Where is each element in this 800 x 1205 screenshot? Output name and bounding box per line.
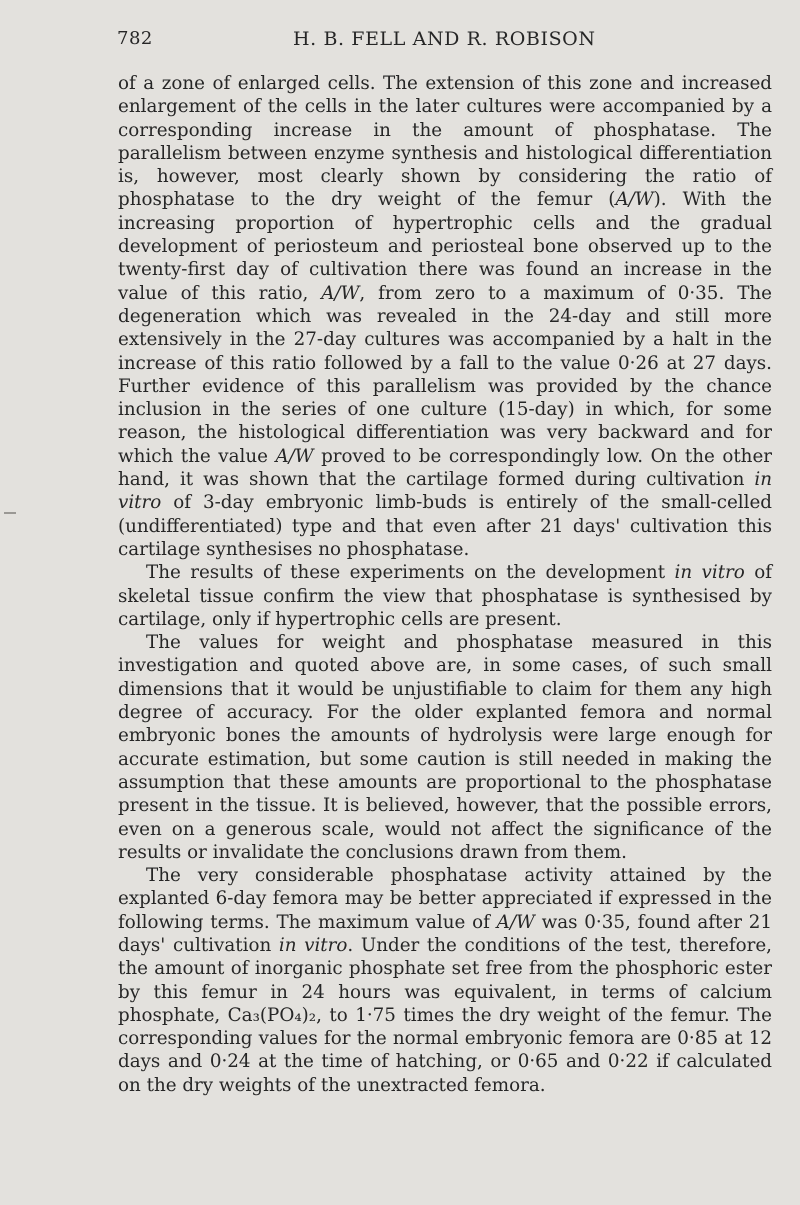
paragraph-1: of a zone of enlarged cells. The extension of this zone and increased enlargement of the cells in the later cultures were accompanied by a corresponding increase in the amount of phosphatase. The parallelism between enzyme synthesis and histological differentiation is, however, most clearly shown by considering the ratio of phosphatase to the dry weight of the femur (A/W). With the increasing proportion of hypertrophic cells and the gradual development of periosteum and periosteal bone observed up to the twenty-first day of cultivation there was found an increase in the value of this ratio, A/W, from zero to a maximum of 0·35. The degeneration which was revealed in the 24-day and still more extensively in the 27-day cultures was accompanied by a halt in the increase of this ratio followed by a fall to the value 0·26 at 27 days. Further evidence of this parallelism was provided by the chance inclusion in the series of one culture (15-day) in which, for some reason, the histological differentiation was very backward and for which the value A/W proved to be correspondingly low. On the other hand, it was shown that the cartilage formed during cultivation in vitro of 3-day embryonic limb-buds is entirely of the small-celled (undifferentiated) type and that even after 21 days' cultivation this cartilage synthesises no phosphatase. <box>118 73 772 560</box>
margin-speck <box>4 512 16 514</box>
article-body <box>118 72 772 1097</box>
page-number: 782 <box>117 28 153 49</box>
paragraph-4: The very considerable phosphatase activity attained by the explanted 6-day femora may be better appreciated if expressed in the following terms. The maximum value of A/W was 0·35, found after 21 days' cultivation in vitro. Under the conditions of the test, therefore, the amount of inorganic phosphate set free from the phosphoric ester by this femur in 24 hours was equivalent, in terms of calcium phosphate, Ca₃(PO₄)₂, to 1·75 times the dry weight of the femur. The corresponding values for the normal embryonic femora are 0·85 at 12 days and 0·24 at the time of hatching, or 0·65 and 0·22 if calculated on the dry weights of the unextracted femora. <box>118 865 772 1096</box>
paragraph-3: The values for weight and phosphatase measured in this investigation and quoted above are, in some cases, of such small dimensions that it would be unjustifiable to claim for them any high degree of accuracy. For the older explanted femora and normal embryonic bones the amounts of hydrolysis were large enough for accurate estimation, but some caution is still needed in making the assumption that these amounts are proportional to the phosphatase present in the tissue. It is believed, however, that the possible errors, even on a generous scale, would not affect the significance of the results or invalidate the conclusions drawn from them. <box>118 632 772 863</box>
page-header <box>117 28 770 56</box>
paragraph-2: The results of these experiments on the development in vitro of skeletal tissue confirm the view that phosphatase is synthesised by cartilage, only if hypertrophic cells are present. <box>118 562 772 630</box>
running-head: H. B. FELL AND R. ROBISON <box>293 28 596 50</box>
